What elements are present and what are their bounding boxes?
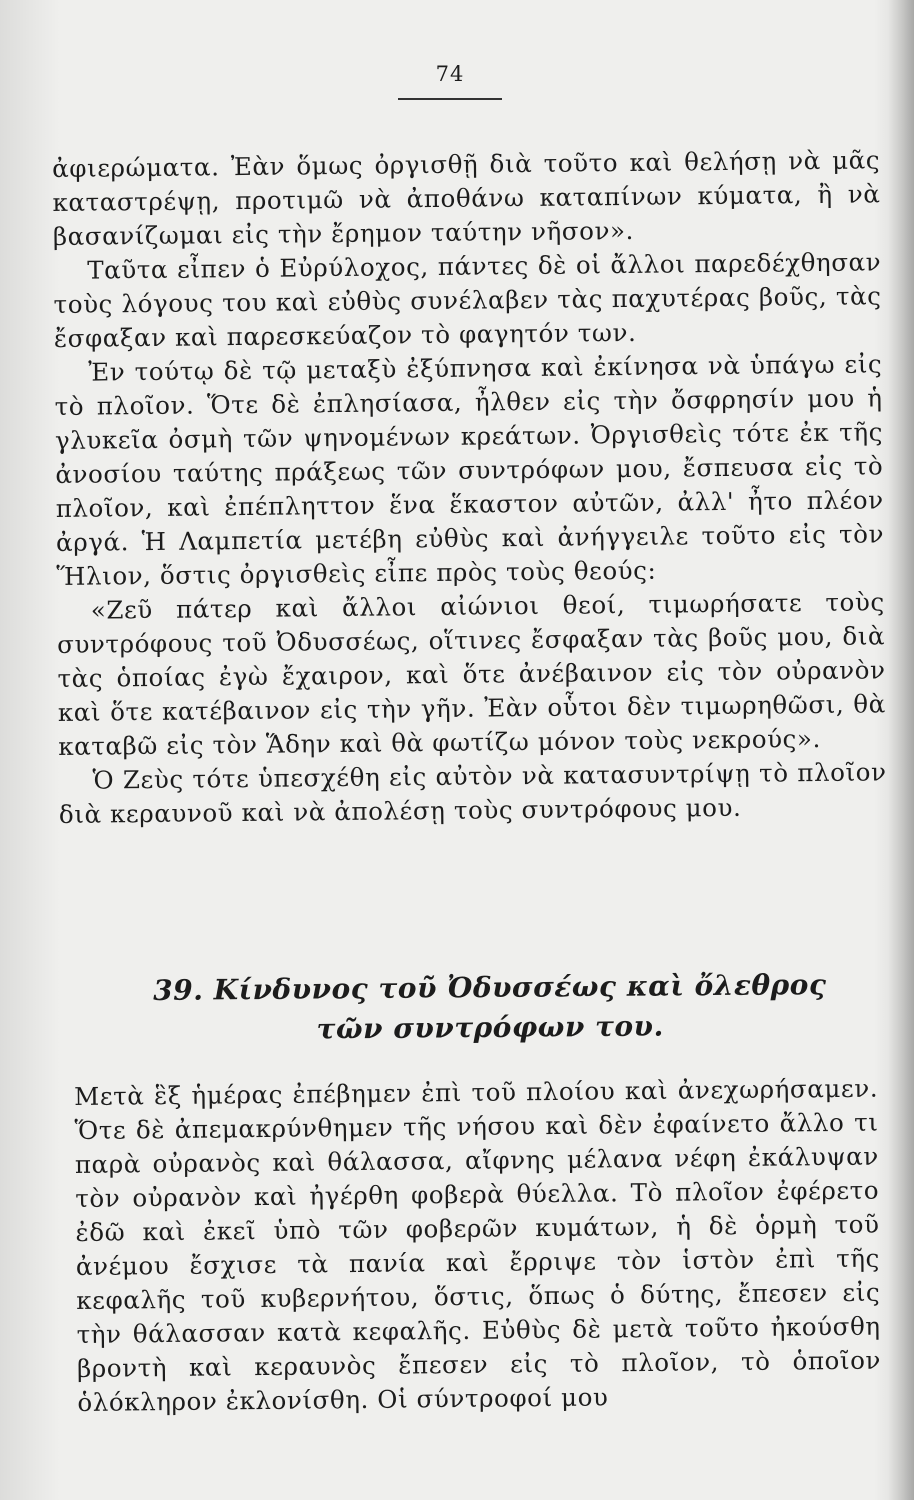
paragraph-storm: Μετὰ ἓξ ἡμέρας ἐπέβημεν ἐπὶ τοῦ πλοίου καὶ ἀνεχωρήσαμεν. Ὅτε δὲ ἀπεμακρύνθημεν τῆς νήσου καὶ δὲν ἐφαίνετο ἄλλο τι παρὰ οὐρανὸς καὶ θάλασσα, αἴφνης μέλανα νέφη ἐκάλυψαν τὸν οὐρανὸν καὶ ἠγέρθη φοβερὰ θύελλα. Τὸ πλοῖον ἐφέρετο ἐδῶ καὶ ἐκεῖ ὑπὸ τῶν φοβερῶν κυμάτων, ἡ δὲ ὁρμὴ τοῦ ἀνέμου ἔσχισε τὰ πανία καὶ ἔρριψε τὸν ἱστὸν ἐπὶ τῆς κεφαλῆς τοῦ κυβερνήτου, ὅστις, ὅπως ὁ δύτης, ἔπεσεν εἰς τὴν θάλασσαν κατὰ κεφαλῆς. Εὐθὺς δὲ μετὰ τοῦτο ἠκούσθη βροντὴ καὶ κεραυνὸς ἔπεσεν εἰς τὸ πλοῖον, τὸ ὁποῖον ὁλόκληρον ἐκλονίσθη. Οἱ σύντροφοί μου (74, 1073, 882, 1417)
page-number: 74 (435, 62, 465, 86)
paragraph-eurylochus: Ταῦτα εἶπεν ὁ Εὐρύλοχος, πάντες δὲ οἱ ἄλλοι παρεδέχθησαν τοὺς λόγους του καὶ εὐθὺς συνέλαβεν τὰς παχυτέρας βοῦς, τὰς ἔσφαξαν καὶ παρεσκεύαζον τὸ φαγητόν των. (53, 247, 882, 353)
paragraph-awakening: Ἐν τούτῳ δὲ τῷ μεταξὺ ἐξύπνησα καὶ ἐκίνησα νὰ ὑπάγω εἰς τὸ πλοῖον. Ὅτε δὲ ἐπλησίασα, ἦλθεν εἰς τὴν ὄσφρησίν μου ἡ γλυκεῖα ὀσμὴ τῶν ψηνομένων κρεάτων. Ὀργισθεὶς τότε ἐκ τῆς ἀνοσίου ταύτης πράξεως τῶν συντρόφων μου, ἔσπευσα εἰς τὸ πλοῖον, καὶ ἐπέπληττον ἕνα ἕκαστον αὐτῶν, ἀλλ' ἦτο πλέον ἀργά. Ἡ Λαμπετία μετέβη εὐθὺς καὶ ἀνήγγειλε τοῦτο εἰς τὸν Ἥλιον, ὅστις ὀργισθεὶς εἶπε πρὸς τοὺς θεούς: (54, 349, 885, 591)
chapter-heading (140, 965, 841, 1051)
chapter-heading-line-2: τῶν συντρόφων του. (316, 1009, 664, 1046)
paragraph-zeus-promise: Ὁ Ζεὺς τότε ὑπεσχέθη εἰς αὐτὸν νὰ κατασυντρίψῃ τὸ πλοῖον διὰ κεραυνοῦ καὶ νὰ ἀπολέσῃ τοὺς συντρόφους μου. (58, 757, 887, 829)
top-text-block (52, 143, 887, 832)
page-number-rule (398, 98, 502, 100)
paragraph-helios-speech: «Ζεῦ πάτερ καὶ ἄλλοι αἰώνιοι θεοί, τιμωρήσατε τοὺς συντρόφους τοῦ Ὀδυσσέως, οἵτινες ἔσφαξαν τὰς βοῦς μου, διὰ τὰς ὁποίας ἐγὼ ἔχαιρον, καὶ ὅτε ἀνέβαινον εἰς τὸν οὐρανὸν καὶ ὅτε κατέβαινον εἰς τὴν γῆν. Ἐὰν οὗτοι δὲν τιμωρηθῶσι, θὰ καταβῶ εἰς τὸν Ἅδην καὶ θὰ φωτίζω μόνον τοὺς νεκρούς». (57, 587, 886, 761)
paragraph-continuation: ἀφιερώματα. Ἐὰν ὅμως ὀργισθῇ διὰ τοῦτο καὶ θελήσῃ νὰ μᾶς καταστρέψῃ, προτιμῶ νὰ ἀποθάνω καταπίνων κύματα, ἢ νὰ βασανίζωμαι εἰς τὴν ἔρημον ταύτην νῆσον». (52, 145, 881, 251)
bottom-text-block (74, 1072, 882, 1420)
page-spine-shadow (888, 0, 914, 1500)
chapter-heading-line-1: 39. Κίνδυνος τοῦ Ὀδυσσέως καὶ ὄλεθρος (153, 968, 827, 1007)
